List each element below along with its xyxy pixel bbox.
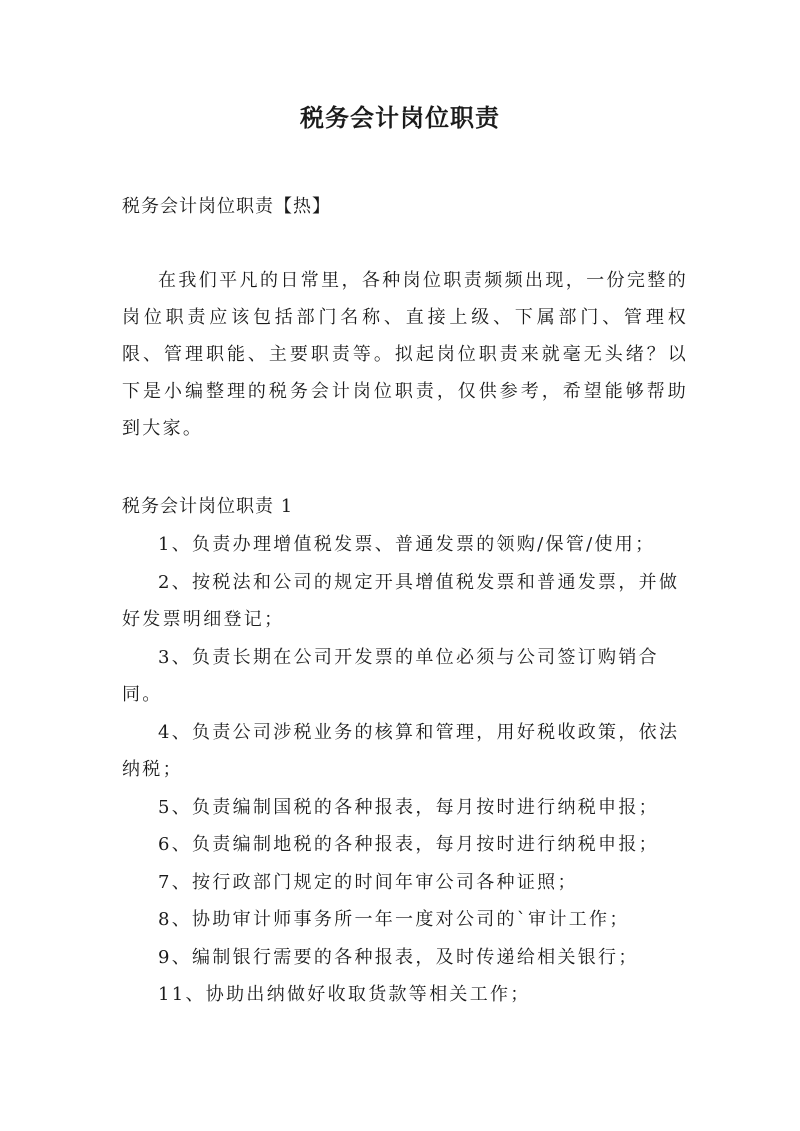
document-title: 税务会计岗位职责 xyxy=(300,104,500,132)
intro-paragraph: 在我们平凡的日常里，各种岗位职责频频出现，一份完整的岗位职责应该包括部门名称、直接上级、下属部门、管理权限、管理职能、主要职责等。拟起岗位职责来就毫无头绪？以下是小编整理的税务会计岗位职责，仅供参考，希望能够帮助到大家。 xyxy=(122,270,688,439)
duty-item: 8、协助审计师事务所一年一度对公司的`审计工作； xyxy=(158,909,630,930)
duty-list xyxy=(122,526,692,1014)
duty-item: 1、负责办理增值税发票、普通发票的领购/保管/使用； xyxy=(158,534,656,555)
duty-item: 11、协助出纳做好收取货款等相关工作； xyxy=(158,984,531,1005)
duty-item: 6、负责编制地税的各种报表，每月按时进行纳税申报； xyxy=(158,834,659,855)
duty-item: 5、负责编制国税的各种报表，每月按时进行纳税申报； xyxy=(158,796,659,818)
duty-item: 9、编制银行需要的各种报表，及时传递给相关银行； xyxy=(158,946,639,968)
duty-item: 3、负责长期在公司开发票的单位必须与公司签订购销合同。 xyxy=(122,646,659,705)
duty-item: 4、负责公司涉税业务的核算和管理，用好税收政策，依法纳税； xyxy=(122,721,680,780)
section-heading: 税务会计岗位职责 1 xyxy=(122,496,294,517)
document-subtitle: 税务会计岗位职责【热】 xyxy=(122,196,331,217)
duty-item: 7、按行政部门规定的时间年审公司各种证照； xyxy=(158,871,578,893)
duty-item: 2、按税法和公司的规定开具增值税发票和普通发票，并做好发票明细登记； xyxy=(122,571,680,630)
